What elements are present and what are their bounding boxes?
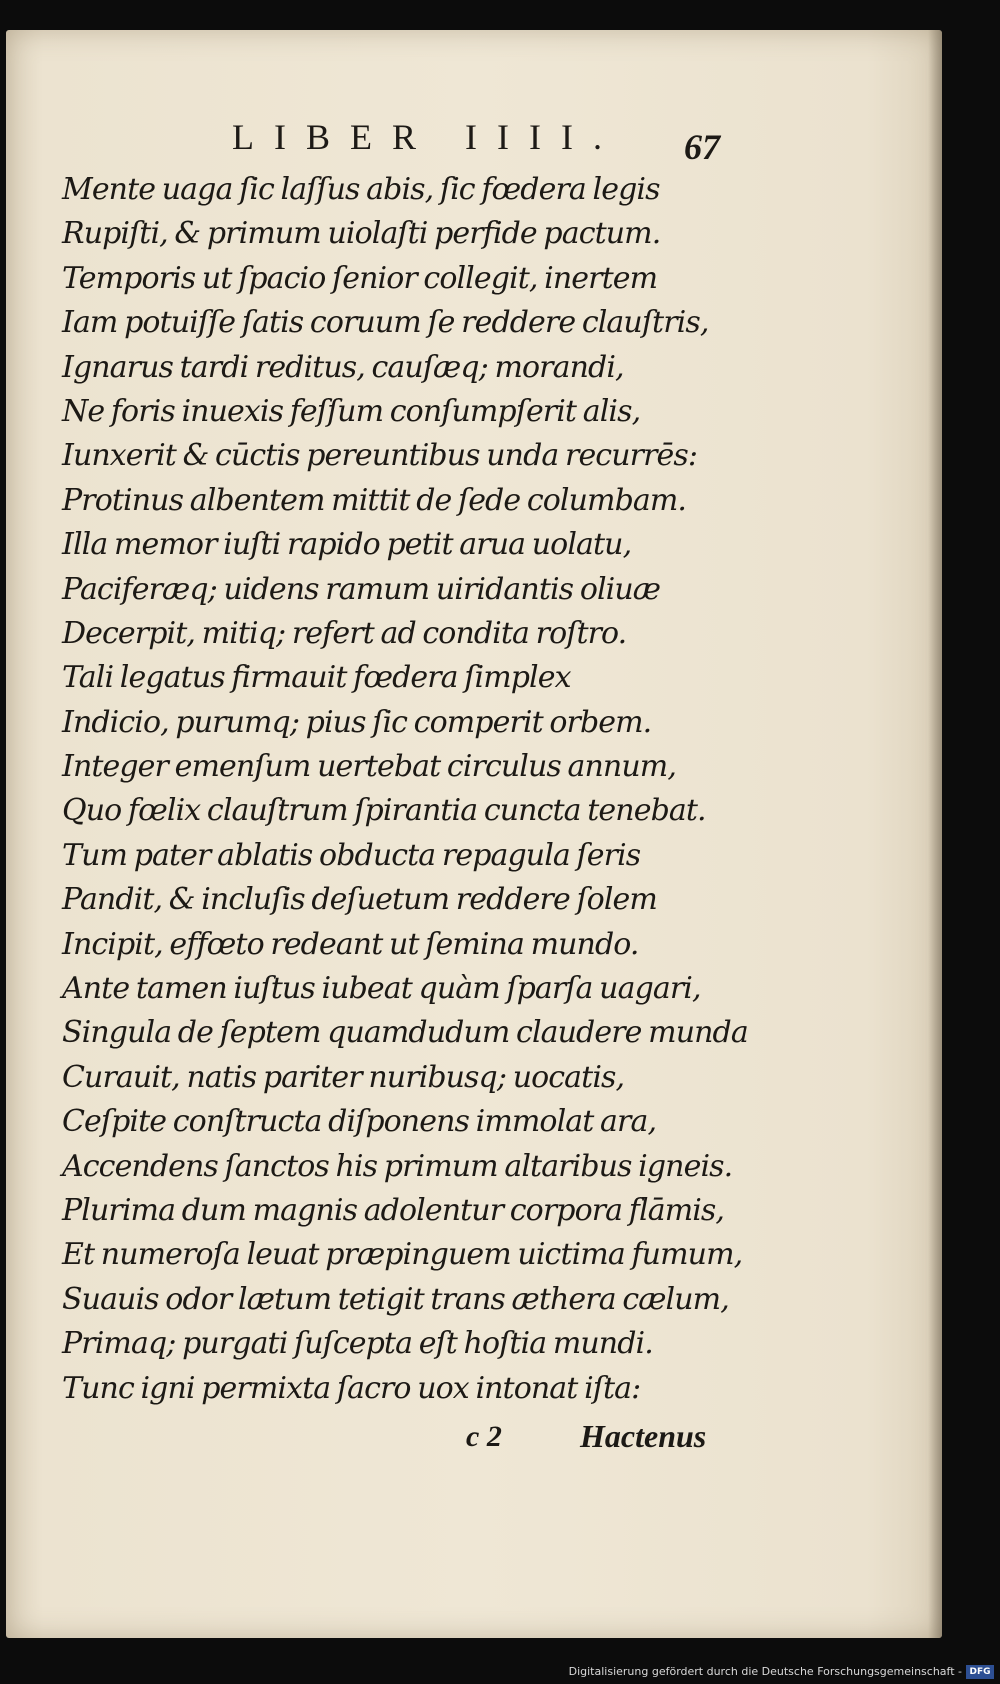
page-number: 67 (684, 127, 720, 167)
verse-line: Decerpit, mitiq; refert ad condita roſtro. (62, 615, 627, 651)
verse-line: Indicio, purumq; pius ſic comperit orbem. (62, 704, 652, 740)
verse-line: Pandit, & incluſis deſuetum reddere ſolem (62, 882, 657, 918)
verse-block (62, 168, 748, 1411)
verse-line: Singula de ſeptem quamdudum claudere munda (62, 1015, 748, 1051)
verse-line: Rupiſti, & primum uiolaſti perfide pactum. (62, 216, 661, 252)
digitization-credit: Digitalisierung gefördert durch die Deutsche Forschungsgemeinschaft - (568, 1665, 962, 1678)
verse-line: Plurima dum magnis adolentur corpora flāmis, (62, 1192, 725, 1228)
verse-line: Iam potuiſſe ſatis coruum ſe reddere clauſtris, (62, 305, 709, 341)
verse-line: Tum pater ablatis obducta repagula ſeris (62, 837, 641, 873)
verse-line: Ne foris inuexis feſſum conſumpſerit alis, (62, 393, 641, 429)
verse-line: Iunxerit & cūctis pereuntibus unda recurrēs: (62, 438, 698, 474)
verse-line: Illa memor iuſti rapido petit arua uolatu, (62, 527, 632, 563)
verse-line: Integer emenſum uertebat circulus annum, (62, 749, 676, 785)
page-edge-shadow (928, 30, 942, 1638)
verse-line: Temporis ut ſpacio ſenior collegit, inertem (62, 260, 658, 296)
verse-line: Incipit, effœto redeant ut ſemina mundo. (62, 926, 639, 962)
verse-line: Curauit, natis pariter nuribusq; uocatis, (62, 1059, 625, 1095)
verse-line: Suauis odor lætum tetigit trans æthera cælum, (62, 1281, 729, 1317)
verse-line: Paciferæq; uidens ramum uiridantis oliuæ (62, 571, 661, 607)
verse-line: Quo fœlix clauſtrum ſpirantia cuncta tenebat. (62, 793, 706, 829)
verse-line: Mente uaga ſic laſſus abis, ſic fœdera legis (62, 172, 660, 207)
verse-line: Primaq; purgati ſuſcepta eſt hoſtia mundi. (62, 1326, 653, 1362)
verse-line: Accendens ſanctos his primum altaribus igneis. (62, 1148, 733, 1184)
verse-line: Ceſpite conſtructa diſponens immolat ara, (62, 1104, 657, 1140)
verse-line: Ante tamen iuſtus iubeat quàm ſparſa uagari, (62, 971, 701, 1007)
running-head: LIBER IIII. (232, 117, 622, 157)
verse-line: Et numeroſa leuat præpinguem uictima fumum, (62, 1237, 743, 1273)
dfg-logo: DFG (966, 1665, 994, 1679)
verse-line: Ignarus tardi reditus, cauſæq; morandi, (62, 349, 624, 385)
catchword: Hactenus (580, 1418, 707, 1454)
verse-line: Tali legatus firmauit fœdera ſimplex (62, 660, 571, 696)
signature-mark: c 2 (466, 1420, 502, 1453)
verse-line: Tunc igni permixta ſacro uox intonat iſta: (62, 1370, 641, 1406)
verse-line: Protinus albentem mittit de ſede columbam. (62, 482, 687, 518)
